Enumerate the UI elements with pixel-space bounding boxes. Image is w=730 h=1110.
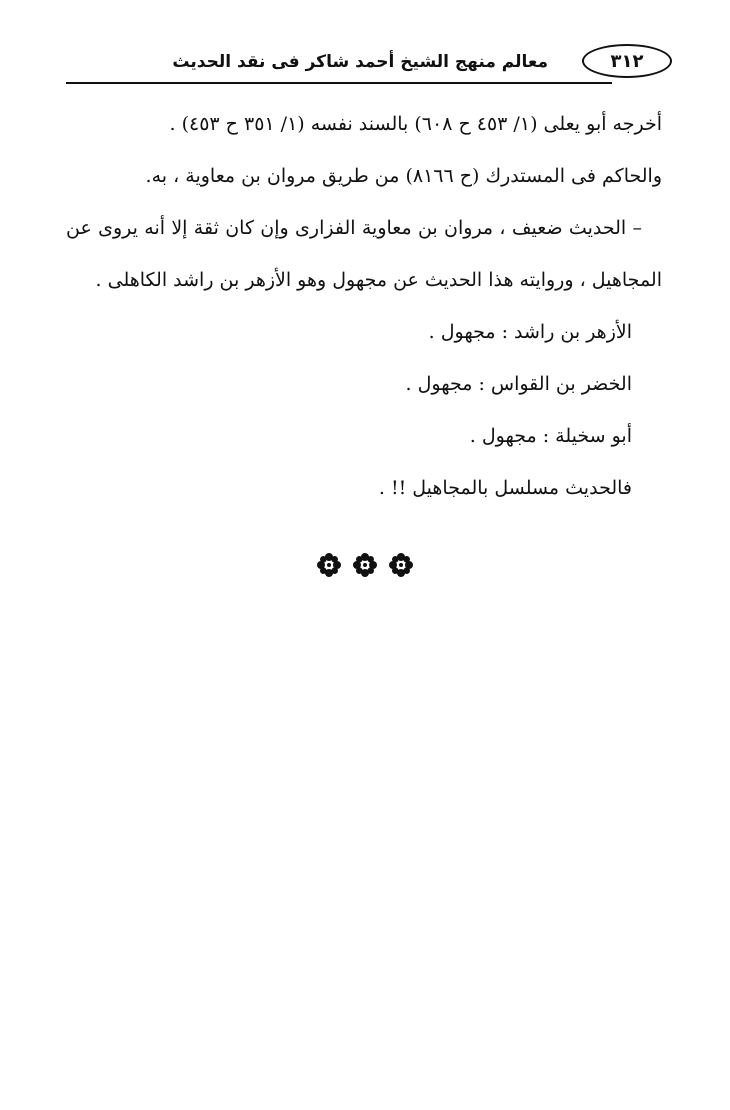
header-divider — [66, 82, 612, 84]
page-body — [66, 98, 662, 514]
page-number-badge — [582, 44, 672, 78]
ruling-paragraph: – الحديث ضعيف ، مروان بن معاوية الفزارى وإن كان ثقة إلا أنه يروى عن المجاهيل ، وروايته هذا الحديث عن مجهول وهو الأزهر بن راشد الكاهلى . — [66, 217, 662, 291]
page-header — [66, 38, 672, 86]
narrator-line-1: الأزهر بن راشد : مجهول . — [428, 321, 632, 343]
narrator-line-3: أبو سخيلة : مجهول . — [469, 425, 632, 447]
flower-ornament-icon — [316, 552, 342, 578]
flower-ornament-icon — [388, 552, 414, 578]
section-end-ornaments — [0, 552, 730, 578]
page-number: ٣١٢ — [610, 50, 644, 72]
citation-paragraph-1: أخرجه أبو يعلى (١/ ٤٥٣ ح ٦٠٨) بالسند نفسه (١/ ٣٥١ ح ٤٥٣) . — [169, 113, 662, 135]
citation-paragraph-2: والحاكم فى المستدرك (ح ٨١٦٦) من طريق مروان بن معاوية ، به. — [145, 165, 662, 187]
flower-ornament-icon — [352, 552, 378, 578]
narrator-line-2: الخضر بن القواس : مجهول . — [405, 373, 632, 395]
conclusion-line: فالحديث مسلسل بالمجاهيل !! . — [378, 477, 632, 499]
running-title: معالم منهج الشيخ أحمد شاكر فى نقد الحديث — [172, 52, 548, 72]
